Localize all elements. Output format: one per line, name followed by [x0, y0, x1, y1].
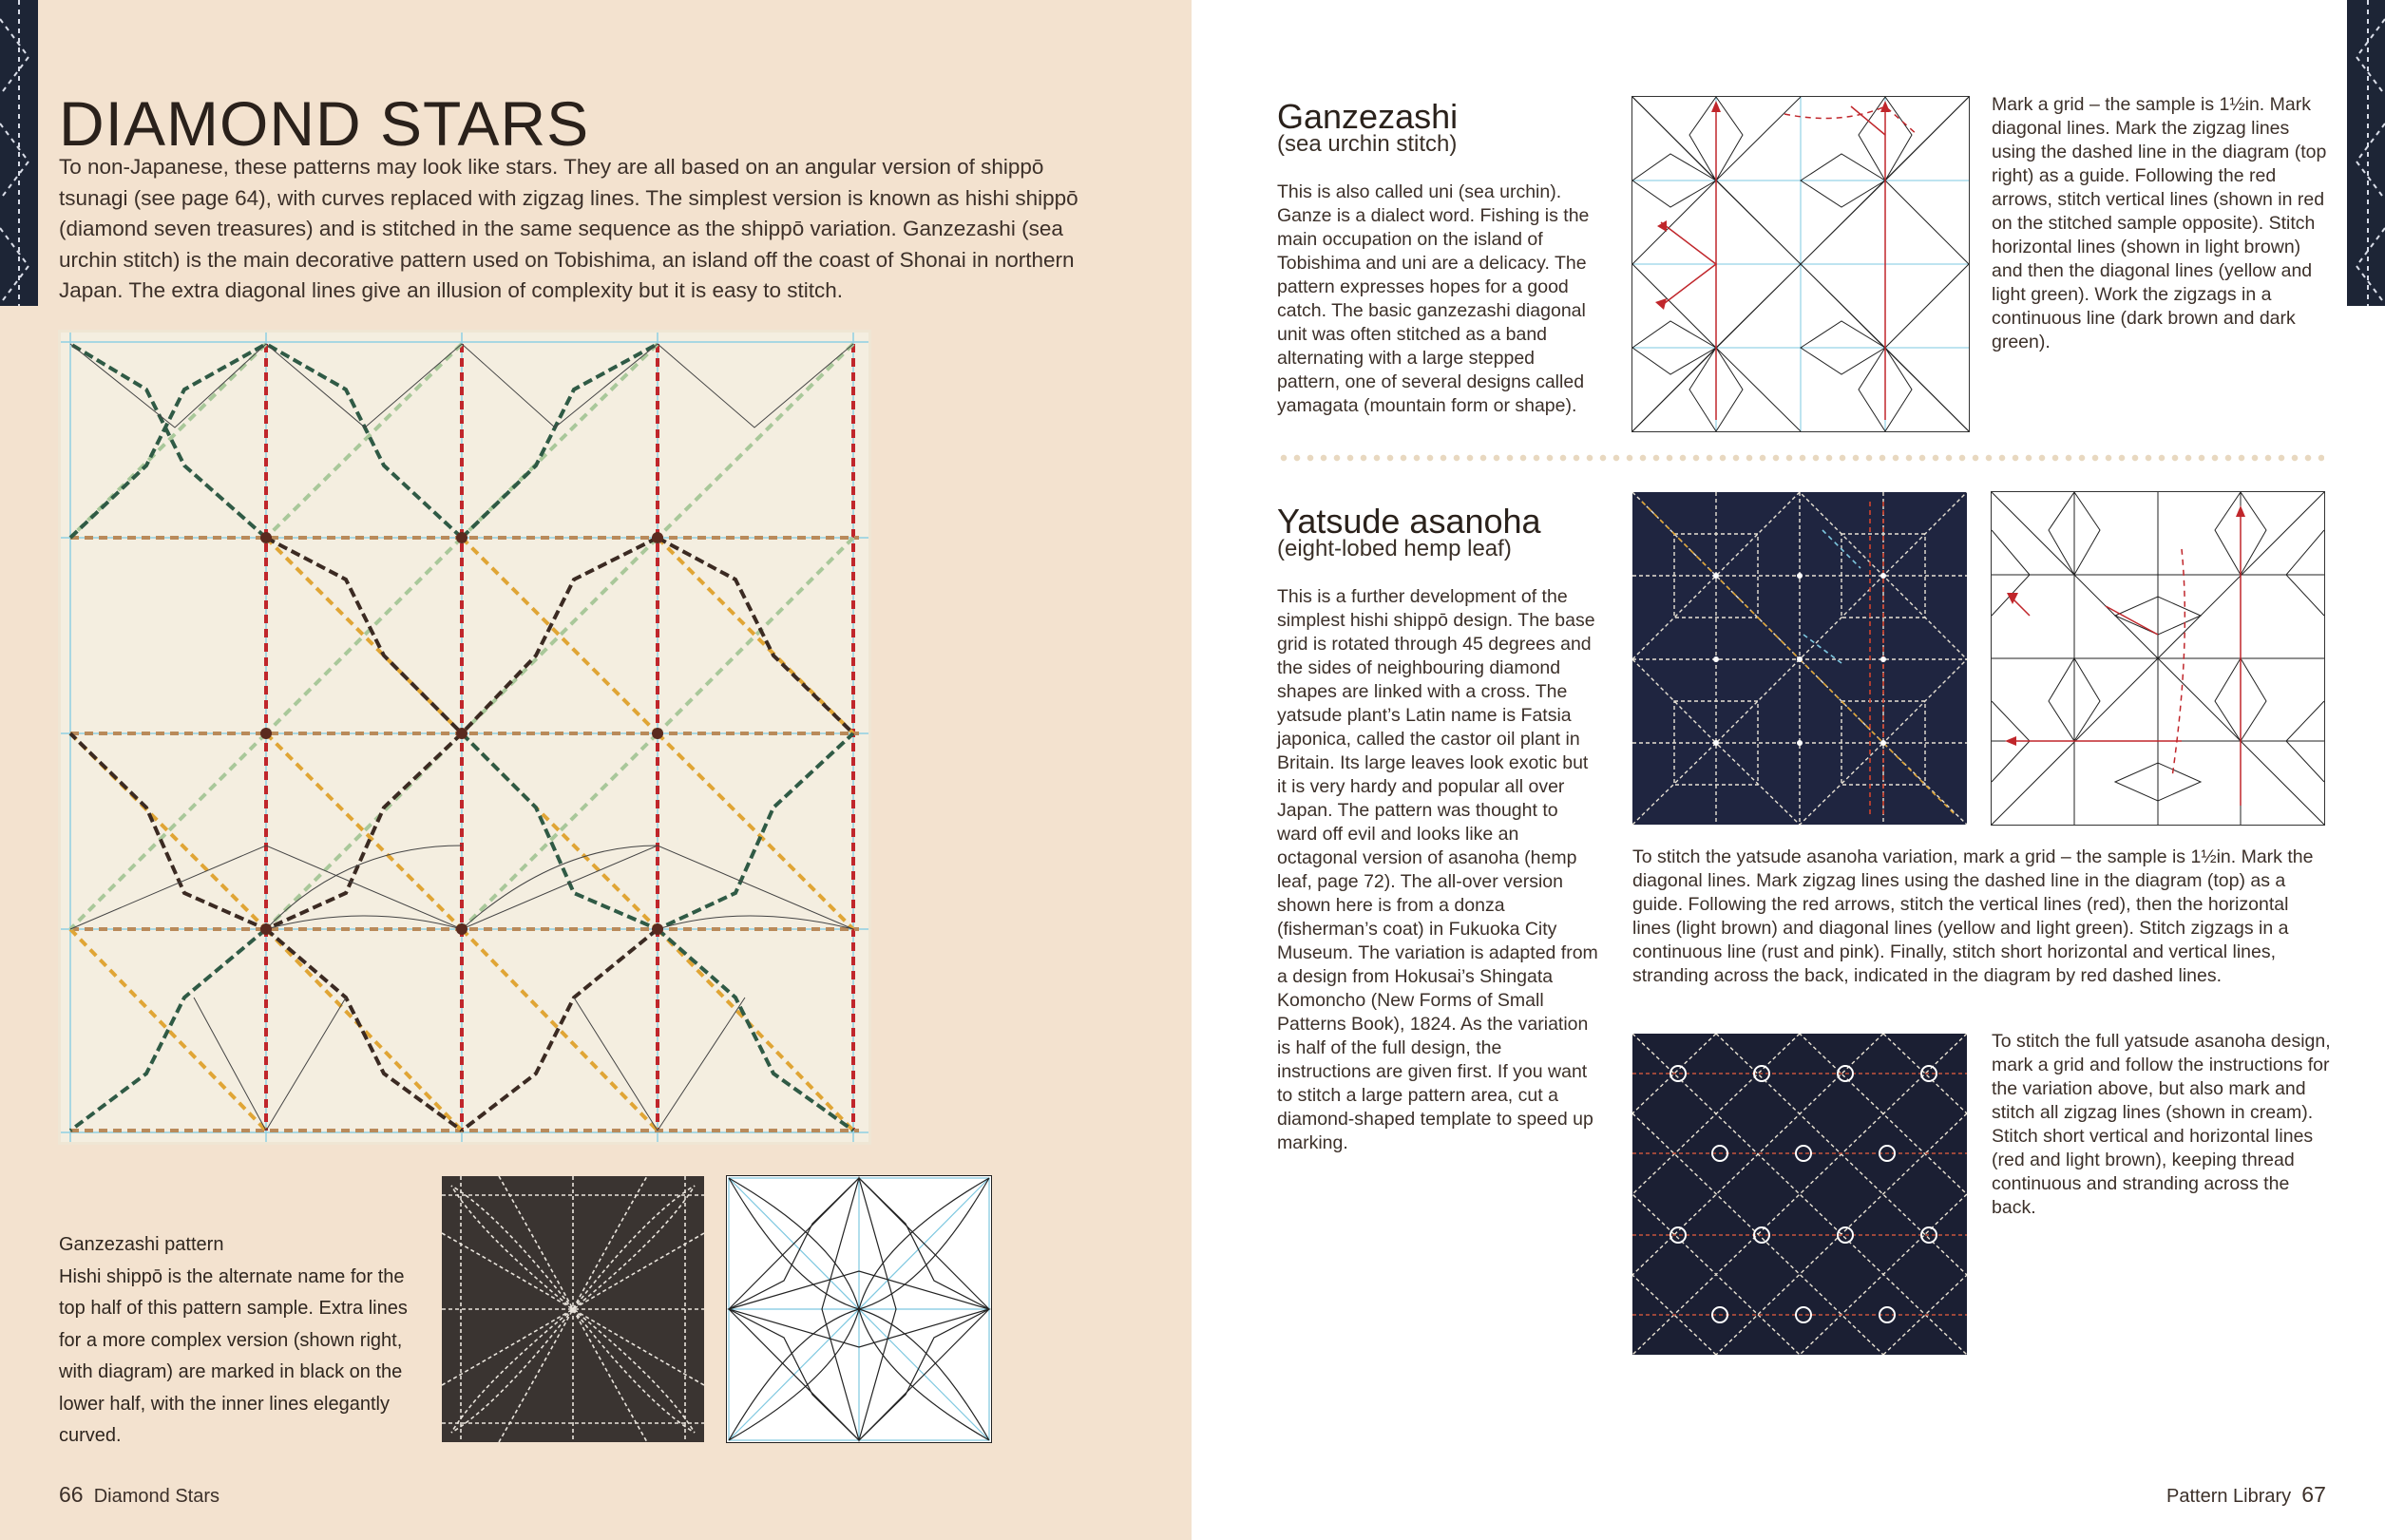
indigo-fabric-strip-left [0, 0, 38, 306]
intro-paragraph: To non-Japanese, these patterns may look like stars. They are all based on an angular version of shippō tsunagi (see page 64), with curves replaced with zigzag lines. The simplest version is known as hishi shippō (diamond seven treasures) and is stitched in the same sequence as the shippō variation. Ganzezashi (sea urchin stitch) is the main decorative pattern used on Tobishima, an island off the coast of Shonai in northern Japan. The extra diagonal lines give an illusion of complexity but it is easy to stitch. [59, 155, 1078, 302]
left-page [0, 0, 1192, 1540]
right-page-number: 67 [2301, 1482, 2326, 1507]
ganzezashi-sample-photo [61, 333, 868, 1142]
right-running-head: Pattern Library [2166, 1486, 2292, 1507]
right-folio [2166, 1482, 2326, 1508]
ganzezashi-dark-sample-photo [442, 1176, 704, 1442]
yatsude-body: This is a further development of the simplest hishi shippō design. The base grid is rotated through 45 degrees and the sides of neighbouring diamond shapes are linked with a cross. The yatsude plant’s Latin name is Fatsia japonica, called the castor oil plant in Britain. Its large leaves look exotic but it is very hardy and popular all over Japan. The pattern was thought to ward off evil and looks like an octagonal version of asanoha (hemp leaf, page 72). The all-over version shown here is from a donza (fisherman’s coat) in Fukuoka City Museum. The variation is adapted from a design from Hokusai’s Shingata Komoncho (New Forms of Small Patterns Book), 1824. As the variation is half of the full design, the instructions are given first. If you want to stitch a large pattern area, cut a diamond-shaped template to speed up marking. [1277, 586, 1598, 1153]
yatsude-variation-instructions: To stitch the yatsude asanoha variation, mark a grid – the sample is 1½in. Mark the diagonal lines. Mark zigzag lines using the dashed line in the diagram (top) as a guide. Following the red arrows, stitch the vertical lines (red), then the horizontal lines (light brown) and diagonal lines (yellow and light green). Stitch zigzags in a continuous line (rust and pink). Finally, stitch short horizontal and vertical lines, stranding across the back, indicated in the diagram by red dashed lines. [1632, 846, 2314, 986]
yatsude-full-instructions: To stitch the full yatsude asanoha design, mark a grid and follow the instructions for the variation above, but also mark and stitch all zigzag lines (shown in cream). Stitch short vertical and horizontal lines (red and light brown), keeping thread continuous and stranding across the back. [1992, 1031, 2331, 1218]
section-divider [1277, 454, 2324, 462]
left-running-head: Diamond Stars [93, 1486, 219, 1507]
yatsude-variation-photo [1632, 492, 1967, 825]
indigo-fabric-strip-right [2347, 0, 2385, 306]
yatsude-diagram [1992, 492, 2324, 825]
ganzezashi-instructions: Mark a grid – the sample is 1½in. Mark diagonal lines. Mark the zigzag lines using the dashed line in the diagram (top right) as a guide. Following the red arrows, stitch vertical lines (shown in red on the stitched sample opposite). Stitch horizontal lines (shown in light brown) and then the diagonal lines (yellow and light green). Work the zigzags in a continuous line (dark brown and dark green). [1992, 94, 2327, 352]
left-folio [59, 1482, 219, 1508]
ganzezashi-subtitle: (sea urchin stitch) [1277, 131, 1458, 157]
left-page-number: 66 [59, 1482, 84, 1507]
page-title: DIAMOND STARS [59, 88, 590, 159]
ganzezashi-body: This is also called uni (sea urchin). Ganze is a dialect word. Fishing is the main occupation on the island of Tobishima and uni are a delicacy. The pattern expresses hopes for a good catch. The basic ganzezashi diagonal unit was often stitched as a band alternating with a large stepped pattern, one of several designs called yamagata (mountain form or shape). [1277, 181, 1590, 416]
yatsude-subtitle: (eight-lobed hemp leaf) [1277, 536, 1512, 561]
caption-text: Hishi shippō is the alternate name for the top half of this pattern sample. Extra lines for a more complex version (shown right, with diagram) are marked in black on the lower half, with the inner lines elegantly curved. [59, 1265, 408, 1446]
caption-title: Ganzezashi pattern [59, 1234, 224, 1255]
yatsude-full-photo [1632, 1034, 1967, 1355]
ganzezashi-title: Ganzezashi [1277, 97, 1459, 136]
caption [59, 1229, 420, 1453]
yatsude-title: Yatsude asanoha [1277, 502, 1541, 541]
ganzezashi-stitch-diagram [1632, 97, 1969, 431]
ganzezashi-diagram [727, 1176, 991, 1442]
